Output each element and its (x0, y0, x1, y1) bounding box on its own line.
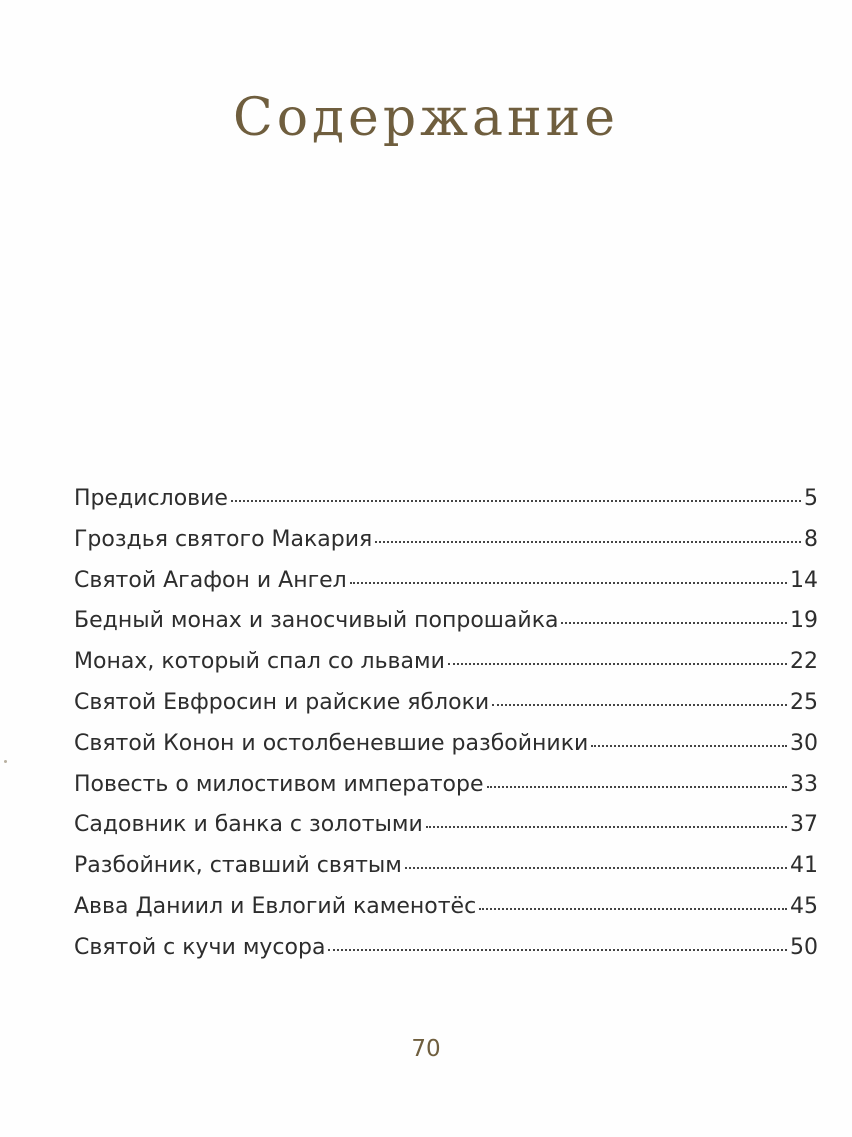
toc-entry-title: Предисловие (74, 486, 228, 511)
toc-entry-title: Святой Агафон и Ангел (74, 567, 347, 593)
toc-entry-page: 8 (804, 526, 818, 552)
toc-entry (74, 690, 818, 731)
toc-entry (74, 527, 818, 568)
dot-leader (479, 908, 787, 910)
toc-entry (74, 894, 818, 935)
toc-entry-page: 41 (790, 853, 818, 879)
dot-leader (561, 622, 787, 624)
dot-leader (591, 745, 787, 747)
toc-entry-page: 14 (790, 567, 818, 593)
toc-entry-page: 45 (790, 893, 818, 919)
dot-leader (448, 663, 787, 665)
table-of-contents (74, 486, 818, 976)
toc-entry-title: Святой с кучи мусора (74, 934, 326, 960)
toc-entry-title: Авва Даниил и Евлогий каменотёс (74, 893, 477, 919)
dot-leader (487, 786, 787, 788)
toc-entry (74, 486, 818, 527)
toc-entry-page: 19 (790, 608, 818, 634)
toc-entry (74, 649, 818, 690)
paper-speck (4, 760, 7, 763)
toc-entry-title: Монах, который спал со львами (74, 649, 445, 675)
toc-entry-title: Бедный монах и заносчивый попрошайка (74, 608, 559, 634)
toc-entry-title: Разбойник, ставший святым (74, 853, 402, 879)
toc-entry-page: 33 (790, 771, 818, 797)
toc-entry-page: 30 (790, 730, 818, 756)
dot-leader (328, 949, 787, 951)
toc-entry-page: 25 (790, 689, 818, 715)
page-title: Содержание (232, 88, 620, 148)
toc-entry-title: Святой Конон и остолбеневшие разбойники (74, 730, 589, 756)
dot-leader (375, 541, 801, 543)
toc-entry-page: 5 (804, 486, 818, 511)
dot-leader (492, 704, 787, 706)
toc-entry (74, 935, 818, 976)
toc-entry-title: Повесть о милостивом императоре (74, 771, 484, 797)
toc-entry-page: 50 (790, 934, 818, 960)
toc-entry (74, 812, 818, 853)
toc-entry-page: 37 (790, 812, 818, 838)
toc-entry-title: Гроздья святого Макария (74, 526, 373, 552)
toc-entry (74, 608, 818, 649)
toc-entry (74, 731, 818, 772)
dot-leader (426, 826, 787, 828)
dot-leader (405, 867, 787, 869)
toc-entry (74, 772, 818, 813)
toc-entry (74, 568, 818, 609)
dot-leader (350, 582, 787, 584)
toc-entry-page: 22 (790, 649, 818, 675)
toc-entry-title: Садовник и банка с золотыми (74, 812, 423, 838)
page-number: 70 (411, 1036, 441, 1062)
toc-entry-title: Святой Евфросин и райские яблоки (74, 689, 490, 715)
toc-entry (74, 853, 818, 894)
dot-leader (231, 500, 801, 502)
